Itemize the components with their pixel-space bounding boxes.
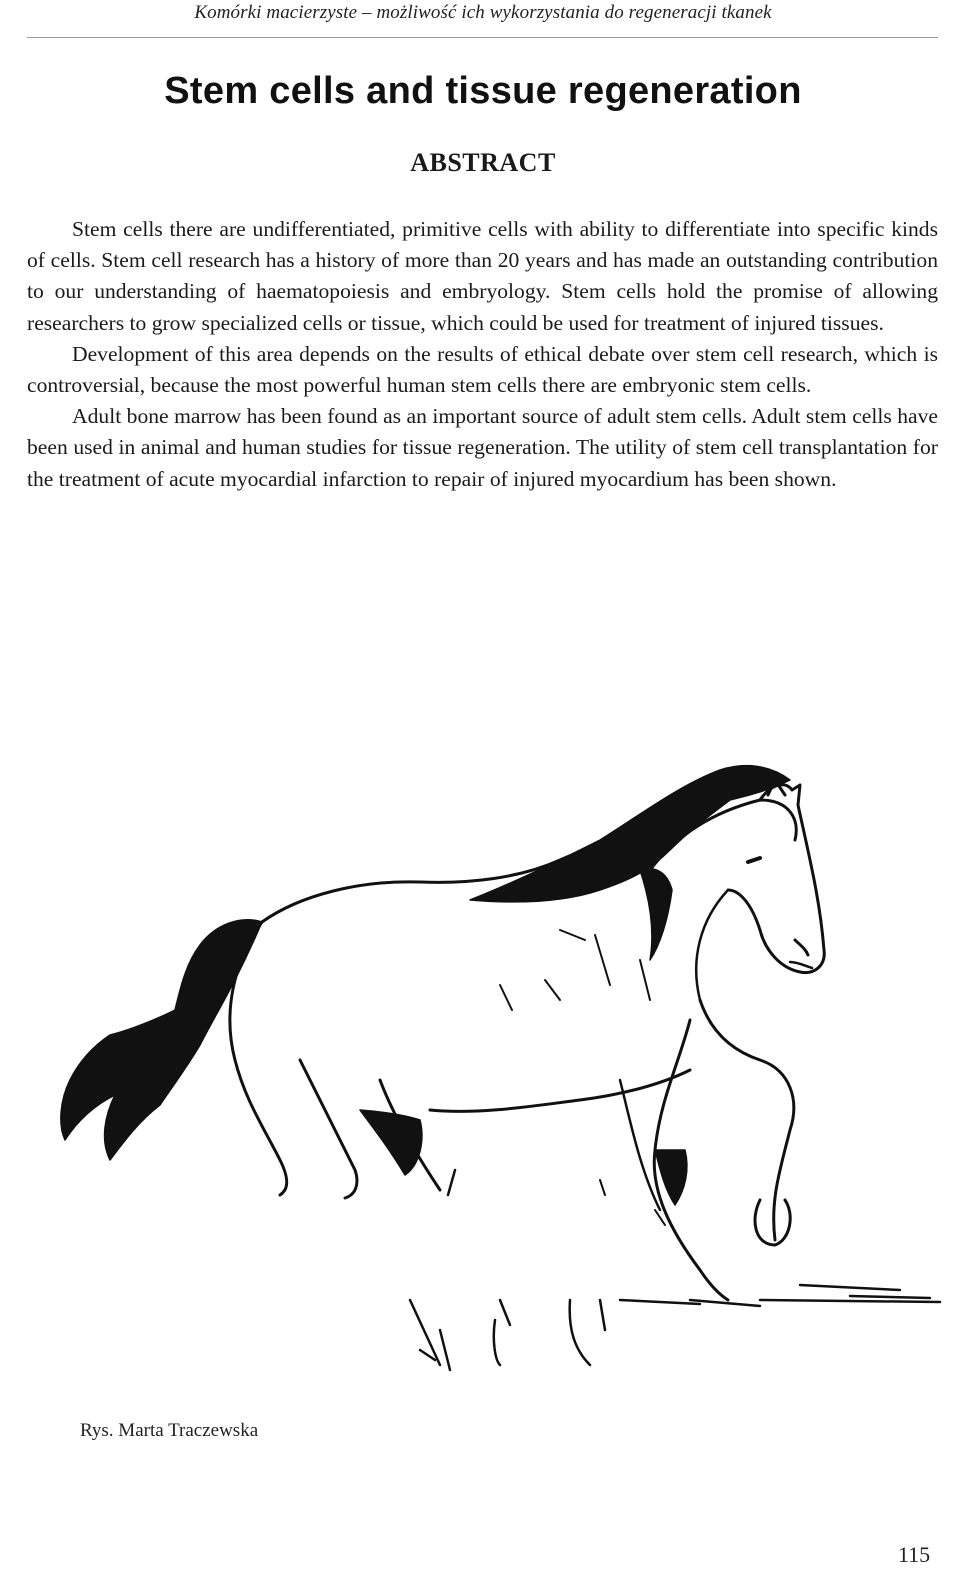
- abstract-paragraph-2: Development of this area depends on the results of ethical debate over stem cell research, which is controversial, because the most powerful human stem cells there are embryonic stem cells.: [27, 341, 938, 398]
- abstract-body: [27, 214, 938, 495]
- horse-mane: [470, 766, 790, 902]
- horse-head: [728, 785, 824, 973]
- article-title: Stem cells and tissue regeneration: [164, 70, 802, 112]
- horse-chest: [700, 1000, 794, 1240]
- abstract-paragraph-3: Adult bone marrow has been found as an important source of adult stem cells. Adult stem cells have been used in animal and human studies for tissue regeneration. The utility of stem cell transplantation for the treatment of acute myocardial infarction to repair of injured myocardium has been shown.: [27, 404, 938, 491]
- page-number: 115: [898, 1542, 931, 1567]
- horse-forelock: [640, 869, 672, 960]
- horse-hind-leg-1: [300, 1060, 357, 1198]
- horse-hind-leg-3: [448, 1170, 455, 1195]
- figure-caption: Rys. Marta Traczewska: [80, 1420, 259, 1441]
- ground-strokes: [410, 1285, 940, 1370]
- horse-hind-shadow: [360, 1110, 422, 1175]
- horse-eye: [748, 858, 760, 862]
- abstract-heading: ABSTRACT: [410, 148, 556, 177]
- horse-throat: [696, 890, 728, 1000]
- horse-belly: [430, 1070, 690, 1111]
- running-head: Komórki macierzyste – możliwość ich wykorzystania do regeneracji tkanek: [194, 2, 772, 23]
- header-divider: [27, 37, 938, 38]
- horse-front-leg-3: [620, 1080, 660, 1210]
- abstract-paragraph-1: Stem cells there are undifferentiated, primitive cells with ability to differentiate into specific kinds of cells. Stem cell research has a history of more than 20 years and has made an outstanding contribution to our understanding of haematopoiesis and embryology. Stem cells hold the promise of allowing researchers to grow specialized cells or tissue, which could be used for treatment of injured tissues.: [27, 217, 938, 335]
- horse-muscle-strokes: [500, 930, 665, 1225]
- horse-mouth: [790, 962, 812, 968]
- horse-illustration: [0, 740, 960, 1400]
- horse-nostril: [795, 940, 808, 955]
